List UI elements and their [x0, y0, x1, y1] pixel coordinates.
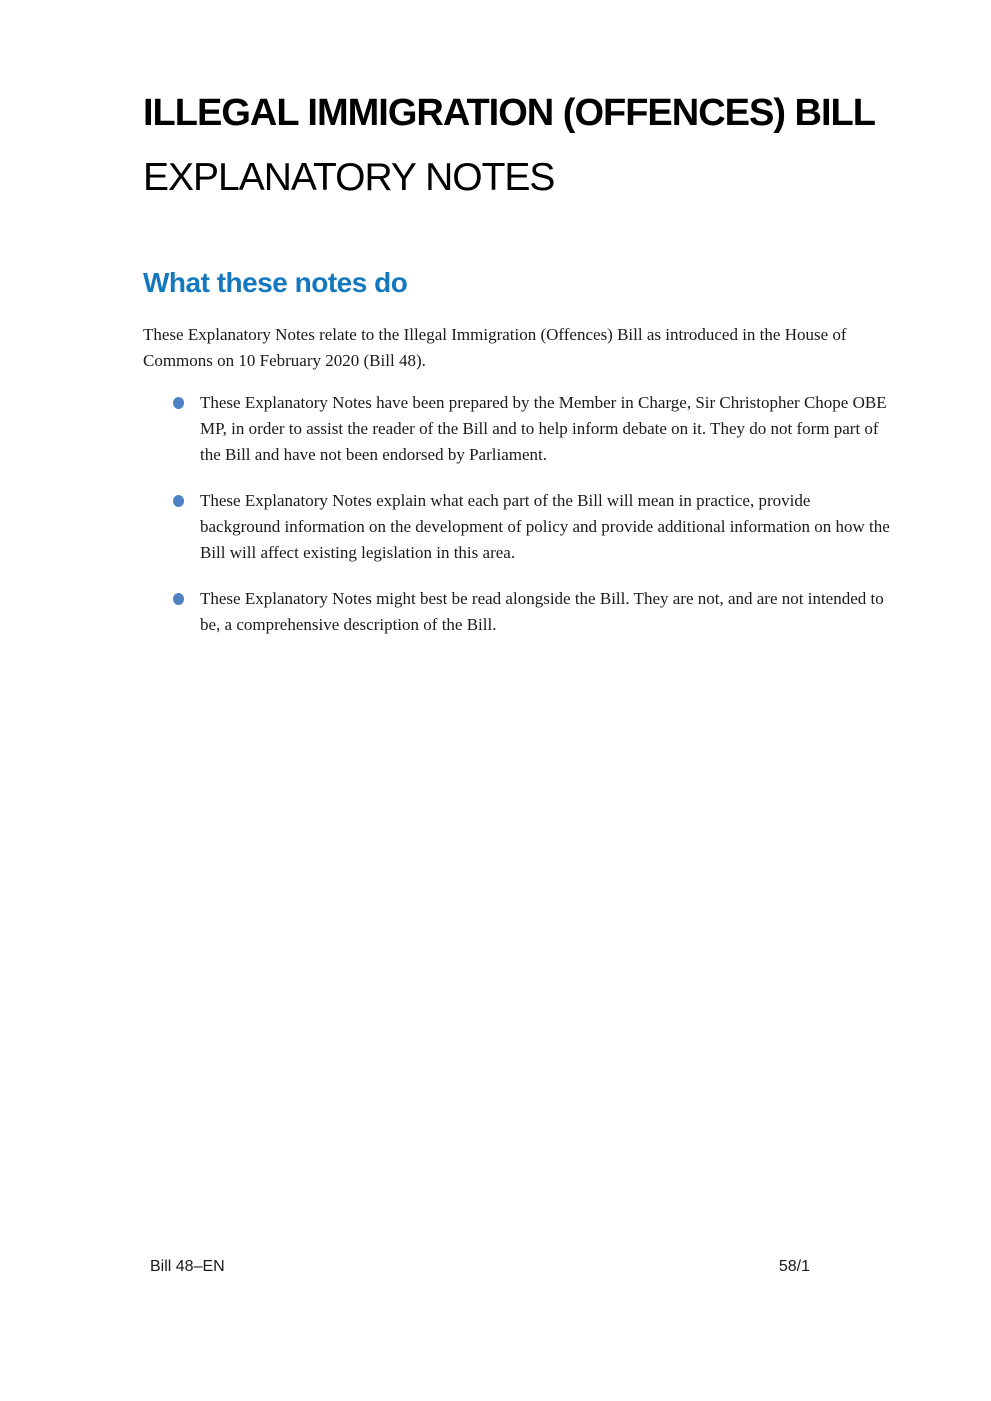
section-heading: What these notes do — [143, 267, 408, 298]
bullet-text: These Explanatory Notes might best be read alongside the Bill. They are not, and are not intended to be, a comprehensive description of the Bill. — [200, 589, 884, 634]
intro-paragraph: These Explanatory Notes relate to the Illegal Immigration (Offences) Bill as introduced in the House of Commons on 10 February 2020 (Bill 48). — [143, 325, 847, 370]
bullet-icon — [173, 397, 184, 409]
bullet-text: These Explanatory Notes explain what each part of the Bill will mean in practice, provide background information on the development of policy and provide additional information on how the Bill will affect existing legislation in this area. — [200, 491, 890, 562]
bullet-icon — [173, 495, 184, 507]
page-footer — [0, 1256, 991, 1278]
bullet-item — [143, 586, 895, 638]
footer-bill-number: Bill 48–EN — [150, 1258, 225, 1275]
bullet-item — [143, 390, 895, 468]
footer-session-number: 58/1 — [778, 1258, 810, 1275]
document-subtitle: EXPLANATORY NOTES — [143, 156, 555, 199]
bullet-text: These Explanatory Notes have been prepared by the Member in Charge, Sir Christopher Chope OBE MP, in order to assist the reader of the Bill and to help inform debate on it. They do not form part of the Bill and have not been endorsed by Parliament. — [200, 393, 887, 464]
bill-title: ILLEGAL IMMIGRATION (OFFENCES) BILL — [143, 92, 875, 134]
bullet-icon — [173, 593, 184, 605]
bullet-list — [143, 390, 895, 638]
document-content — [0, 92, 991, 638]
bullet-item — [143, 488, 895, 566]
